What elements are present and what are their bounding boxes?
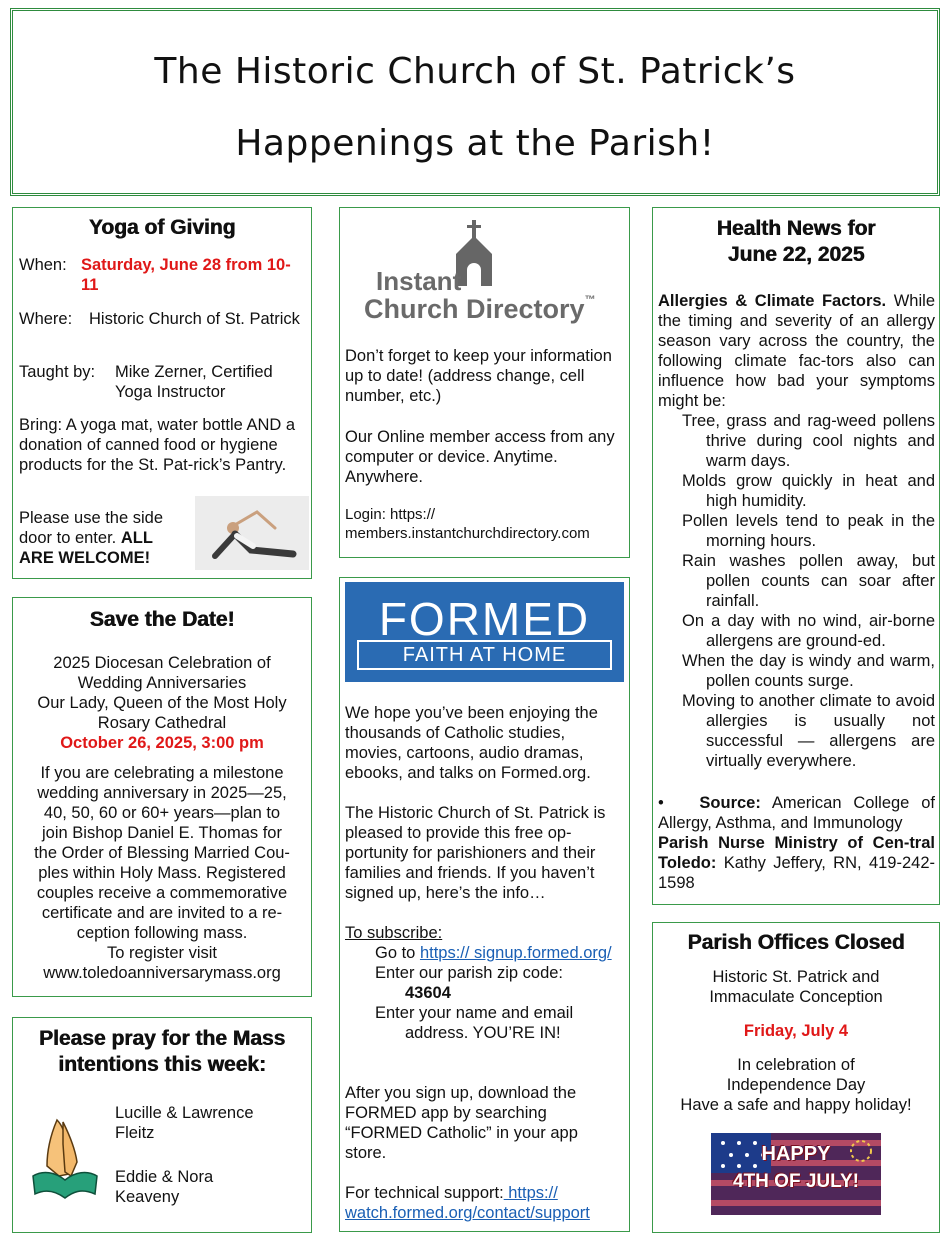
formed-logo	[345, 582, 624, 682]
health-title-line: Health News for	[716, 217, 876, 240]
body-line: If you are celebrating a milestone	[40, 764, 284, 782]
formed-subscribe	[345, 923, 627, 1043]
logo-top-text: Instant	[376, 266, 462, 296]
goto-line	[345, 943, 627, 963]
health-list	[658, 411, 935, 771]
pray-panel	[12, 1017, 312, 1233]
offices-panel	[652, 922, 940, 1233]
health-item: Pollen levels tend to peak in the morning hours.	[682, 512, 935, 550]
support-label: For technical support:	[345, 1184, 504, 1202]
zip-code: 43604	[405, 984, 451, 1002]
formed-panel	[339, 577, 630, 1232]
header-title-line1: The Historic Church of St. Patrick’s	[154, 51, 796, 92]
offices-celebration	[653, 1055, 939, 1115]
health-item: On a day with no wind, air-borne allergens are ground-ed.	[682, 612, 935, 650]
nurse-label: Parish Nurse Ministry of Cen-tral Toledo:	[658, 834, 935, 872]
health-panel	[652, 207, 940, 905]
body-line: the Order of Blessing Married Cou-	[34, 844, 290, 862]
door-text: Please use the side door to enter.	[19, 509, 164, 547]
logo-bottom-text: Church Directory	[364, 294, 585, 324]
praying-hands-icon	[25, 1114, 105, 1204]
logo-bottom	[364, 294, 596, 325]
source-label: Source:	[699, 794, 761, 812]
subscribe-label: To subscribe:	[345, 924, 443, 942]
body-line: ception following mass.	[76, 924, 248, 942]
save-date-title: Save the Date!	[89, 608, 235, 631]
directory-p2: Our Online member access from any computer or device. Anytime. Anywhere.	[345, 428, 615, 486]
header-title-line2: Happenings at the Parish!	[235, 123, 715, 164]
event-line: Our Lady, Queen of the Most Holy	[37, 694, 287, 712]
health-item: Rain washes pollen away, but pollen counts can soar after rainfall.	[682, 552, 935, 610]
banner-happy: HAPPY	[761, 1143, 831, 1165]
yoga-bring: Bring: A yoga mat, water bottle AND a donation of canned food or hygiene products for the St. Pat-rick’s Pantry.	[19, 416, 296, 474]
save-date-event	[13, 653, 311, 753]
where-value: Historic Church of St. Patrick	[89, 310, 300, 328]
banner-fourth: 4TH OF JULY!	[733, 1171, 859, 1192]
health-item: Moving to another climate to avoid allergies is usually not successful — allergens are virtually everywhere.	[682, 692, 935, 770]
pray-title-line: intentions this week:	[58, 1053, 266, 1076]
pray-name-1: Lucille & Lawrence Fleitz	[115, 1104, 254, 1142]
offices-date: Friday, July 4	[743, 1022, 849, 1040]
when-label: When:	[19, 256, 67, 274]
zip-label: Enter our parish zip code:	[375, 964, 564, 982]
offices-line: In celebration of	[737, 1056, 855, 1074]
formed-logo-main: FORMED	[378, 593, 591, 645]
yoga-where	[19, 309, 304, 329]
welcome-text: ALL ARE WELCOME!	[19, 529, 153, 567]
health-title	[653, 216, 939, 268]
offices-names	[653, 967, 939, 1007]
body-line: To register visit	[106, 944, 218, 962]
offices-line: Have a safe and happy holiday!	[680, 1096, 912, 1114]
where-label: Where:	[19, 310, 73, 328]
directory-login: Login: https:// members.instantchurchdirectory.com	[345, 506, 590, 542]
body-line: certificate and are invited to a re-	[41, 904, 283, 922]
formed-logo-sub: FAITH AT HOME	[357, 640, 612, 670]
event-line: 2025 Diocesan Celebration of	[53, 654, 271, 672]
yoga-title: Yoga of Giving	[88, 216, 236, 239]
source-text: American College of Allergy, Asthma, and Immunology	[658, 794, 935, 832]
health-item: Molds grow quickly in heat and high humidity.	[682, 472, 935, 510]
health-lead-text: While the timing and severity of an allergy season vary across the country, the following climate fac-tors also can influence how bad your symptoms might be:	[658, 292, 935, 410]
event-date: October 26, 2025, 3:00 pm	[60, 734, 264, 752]
support-link[interactable]: https:// watch.formed.org/contact/support	[345, 1184, 590, 1222]
formed-p2: The Historic Church of St. Patrick is pleased to provide this free op-portunity for parishioners and their families and friends. If you haven’t signed up, here’s the info…	[345, 804, 606, 902]
enter-name-line: Enter your name and email address. YOU’RE IN!	[375, 1004, 574, 1042]
logo-tm: ™	[584, 294, 596, 306]
fourth-of-july-banner	[711, 1133, 881, 1215]
taught-value: Mike Zerner, Certified Yoga Instructor	[115, 363, 273, 401]
save-date-body	[13, 763, 311, 983]
body-line: wedding anniversary in 2025—25,	[37, 784, 287, 802]
health-item: When the day is windy and warm, pollen counts surge.	[682, 652, 935, 690]
taught-label: Taught by:	[19, 363, 96, 381]
save-date-panel	[12, 597, 312, 997]
directory-p1: Don’t forget to keep your information up to date! (address change, cell number, etc.)	[345, 347, 612, 405]
health-lead-bold: Allergies & Climate Factors.	[658, 292, 887, 310]
pray-title	[13, 1026, 311, 1078]
health-lead	[658, 291, 935, 411]
yoga-taught	[19, 362, 304, 402]
event-line: Rosary Cathedral	[97, 714, 227, 732]
offices-title: Parish Offices Closed	[687, 931, 905, 954]
pray-title-line: Please pray for the Mass	[38, 1027, 286, 1050]
offices-line: Independence Day	[726, 1076, 866, 1094]
formed-p1: We hope you’ve been enjoying the thousands of Catholic studies, movies, cartoons, audio dramas, ebooks, and talks on Formed.org.	[345, 704, 598, 782]
nurse-text: Kathy Jeffery, RN, 419-242-1598	[658, 854, 935, 892]
when-value: Saturday, June 28 from 10-11	[81, 256, 291, 294]
source-bullet: •	[658, 794, 664, 812]
body-line: www.toledoanniversarymass.org	[43, 964, 281, 982]
signup-link[interactable]: https:// signup.formed.org/	[419, 944, 612, 962]
body-line: join Bishop Daniel E. Thomas for	[42, 824, 282, 842]
formed-support	[345, 1183, 627, 1223]
event-line: Wedding Anniversaries	[77, 674, 247, 692]
offices-line: Immaculate Conception	[709, 988, 883, 1006]
formed-p3: After you sign up, download the FORMED app by searching “FORMED Catholic” in your app store.	[345, 1084, 578, 1162]
yoga-when	[19, 255, 304, 295]
health-item: Tree, grass and rag-weed pollens thrive during cool nights and warm days.	[682, 412, 935, 470]
yoga-panel	[12, 207, 312, 579]
newsletter-header	[10, 8, 940, 196]
yoga-pose-image	[195, 496, 309, 570]
health-title-line: June 22, 2025	[727, 243, 865, 266]
directory-panel	[339, 207, 630, 558]
instant-church-directory-logo	[362, 220, 612, 324]
body-line: ples within Holy Mass. Registered	[38, 864, 286, 882]
body-line: couples receive a commemorative	[36, 884, 288, 902]
goto-label: Go to	[375, 944, 416, 962]
health-source	[658, 793, 935, 893]
pray-name-2: Eddie & Nora Keaveny	[115, 1168, 214, 1206]
offices-line: Historic St. Patrick and	[712, 968, 880, 986]
yoga-door	[19, 508, 191, 568]
body-line: 40, 50, 60 or 60+ years—plan to	[43, 804, 281, 822]
